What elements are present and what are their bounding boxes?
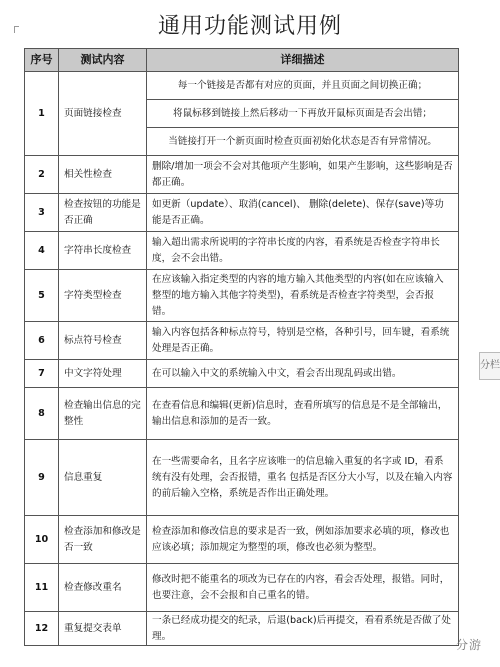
row-detail: 将鼠标移到链接上然后移动一下再放开鼠标页面是否会出错； bbox=[147, 100, 459, 128]
row-number: 6 bbox=[25, 322, 59, 360]
row-detail: 每一个链接是否都有对应的页面，并且页面之间切换正确； bbox=[147, 72, 459, 100]
row-number: 4 bbox=[25, 232, 59, 270]
table-row bbox=[25, 156, 459, 194]
row-item: 标点符号检查 bbox=[59, 322, 147, 360]
row-item: 重复提交表单 bbox=[59, 612, 147, 646]
table-row bbox=[25, 516, 459, 564]
header-no: 序号 bbox=[25, 49, 59, 72]
row-number: 9 bbox=[25, 440, 59, 516]
table-row bbox=[25, 194, 459, 232]
page-title: 通用功能测试用例 bbox=[157, 14, 342, 39]
row-number: 8 bbox=[25, 388, 59, 440]
watermark: 分游 bbox=[455, 638, 482, 652]
row-detail: 输入超出需求所说明的字符串长度的内容，看系统是否检查字符串长度，会不会出错。 bbox=[147, 232, 459, 270]
table-row bbox=[25, 440, 459, 516]
table-row bbox=[25, 322, 459, 360]
row-number: 12 bbox=[25, 612, 59, 646]
row-number: 7 bbox=[25, 360, 59, 388]
row-number: 1 bbox=[25, 72, 59, 156]
row-item: 相关性检查 bbox=[59, 156, 147, 194]
row-detail: 输入内容包括各种标点符号，特别是空格，各种引号，回车键，看系统处理是否正确。 bbox=[147, 322, 459, 360]
table-row bbox=[25, 612, 459, 646]
row-detail: 删除/增加一项会不会对其他项产生影响，如果产生影响，这些影响是否都正确。 bbox=[147, 156, 459, 194]
header-detail: 详细描述 bbox=[147, 49, 459, 72]
row-number: 3 bbox=[25, 194, 59, 232]
header-item: 测试内容 bbox=[59, 49, 147, 72]
row-detail: 在可以输入中文的系统输入中文，看会否出现乱码或出错。 bbox=[147, 360, 459, 388]
row-number: 5 bbox=[25, 270, 59, 322]
table-row bbox=[25, 270, 459, 322]
row-item: 页面链接检查 bbox=[59, 72, 147, 156]
row-detail: 修改时把不能重名的项改为已存在的内容，看会否处理，报错。同时，也要注意，会不会报和自己重名的错。 bbox=[147, 564, 459, 612]
side-split-tab[interactable]: 分栏 bbox=[479, 352, 500, 380]
table-row bbox=[25, 388, 459, 440]
table-row bbox=[25, 564, 459, 612]
row-detail: 如更新（update）、取消(cancel)、 删除(delete)、保存(save)等功能是否正确。 bbox=[147, 194, 459, 232]
row-detail: 在应该输入指定类型的内容的地方输入其他类型的内容(如在应该输入整型的地方输入其他字符类型)，看系统是否检查字符类型，会否报错。 bbox=[147, 270, 459, 322]
row-item: 检查按钮的功能是否正确 bbox=[59, 194, 147, 232]
table-header-row bbox=[25, 49, 459, 72]
table-row bbox=[25, 72, 459, 100]
row-item: 检查输出信息的完整性 bbox=[59, 388, 147, 440]
row-item: 检查修改重名 bbox=[59, 564, 147, 612]
row-number: 10 bbox=[25, 516, 59, 564]
row-item: 检查添加和修改是否一致 bbox=[59, 516, 147, 564]
row-item: 中文字符处理 bbox=[59, 360, 147, 388]
table-row bbox=[25, 232, 459, 270]
row-item: 字符串长度检查 bbox=[59, 232, 147, 270]
row-detail: 在查看信息和编辑(更新)信息时，查看所填写的信息是不是全部输出，输出信息和添加的是否一致。 bbox=[147, 388, 459, 440]
row-number: 11 bbox=[25, 564, 59, 612]
table-row bbox=[25, 360, 459, 388]
row-number: 2 bbox=[25, 156, 59, 194]
row-item: 信息重复 bbox=[59, 440, 147, 516]
row-detail: 检查添加和修改信息的要求是否一致，例如添加要求必填的项，修改也应该必填；添加规定为整型的项，修改也必须为整型。 bbox=[147, 516, 459, 564]
test-case-table bbox=[24, 48, 459, 646]
row-detail: 当链接打开一个新页面时检查页面初始化状态是否有异常情况。 bbox=[147, 128, 459, 156]
row-detail: 在一些需要命名，且名字应该唯一的信息输入重复的名字或 ID，看系统有没有处理，会否报错，重名 包括是否区分大小写，以及在输入内容的前后输入空格，系统是否作出正确处理。 bbox=[147, 440, 459, 516]
row-detail: 一条已经成功提交的纪录，后退(back)后再提交，看看系统是否做了处理。 bbox=[147, 612, 459, 646]
row-item: 字符类型检查 bbox=[59, 270, 147, 322]
